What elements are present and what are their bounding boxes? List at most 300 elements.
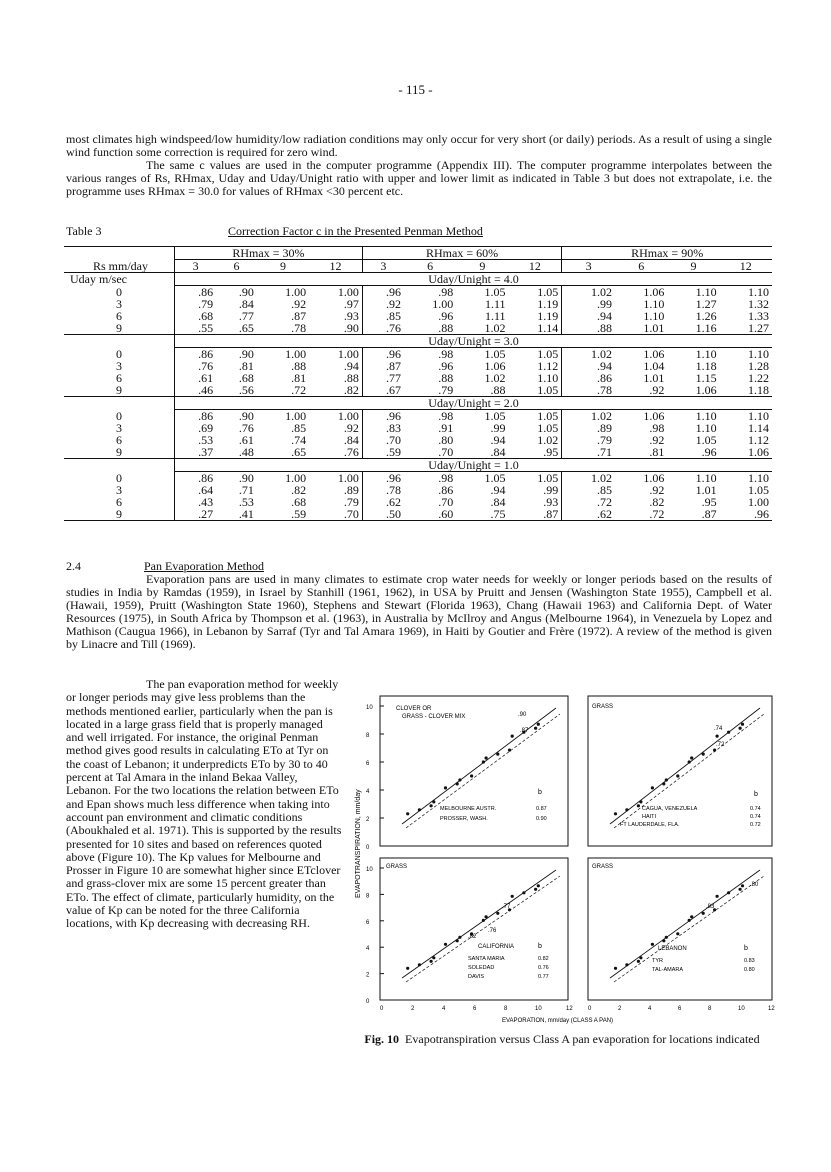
c-value: 1.00 xyxy=(285,285,307,299)
c-value: 1.01 xyxy=(643,371,665,385)
c-value: 1.18 xyxy=(720,384,772,397)
data-point xyxy=(637,960,640,963)
c-value: .71 xyxy=(238,483,254,497)
c-value: 1.10 xyxy=(643,297,665,311)
panel-frame-tr xyxy=(588,696,772,846)
c-value: .98 xyxy=(438,347,454,361)
c-value: .65 xyxy=(257,446,309,459)
c-value: .75 xyxy=(456,508,508,521)
c-value: 1.05 xyxy=(537,347,559,361)
uday-value: 0 xyxy=(64,410,175,423)
c-value: .93 xyxy=(343,309,359,323)
c-value: .91 xyxy=(438,421,454,435)
c-value: .78 xyxy=(362,484,404,496)
line-annotation: .90 xyxy=(518,712,527,718)
table-row xyxy=(64,360,772,372)
c-value: .98 xyxy=(438,409,454,423)
data-point xyxy=(713,749,716,752)
uday-value: 6 xyxy=(64,434,175,446)
label-spacer xyxy=(64,397,175,410)
c-value: 1.10 xyxy=(695,347,717,361)
table-label: Table 3 xyxy=(66,224,102,238)
c-value: .87 xyxy=(509,508,562,521)
uday-unight-label: Uday/Unight = 3.0 xyxy=(175,335,773,348)
c-value: .43 xyxy=(175,496,217,508)
data-point xyxy=(662,939,665,942)
header-blank xyxy=(64,247,175,260)
data-point xyxy=(511,735,514,738)
c-value: .48 xyxy=(216,446,257,459)
c-value: .94 xyxy=(562,310,615,322)
y-tick-label: 6 xyxy=(366,919,370,926)
rs-value-header: 12 xyxy=(720,260,772,273)
legend-label: PROSSER, WASH. xyxy=(440,816,488,822)
data-point xyxy=(716,735,719,738)
c-value: 1.04 xyxy=(643,359,665,373)
rs-value-header: 3 xyxy=(362,260,404,273)
uday-value: 9 xyxy=(64,446,175,459)
data-point xyxy=(637,804,640,807)
b-header: b xyxy=(538,789,542,796)
data-point xyxy=(665,778,668,781)
c-value: 1.02 xyxy=(484,371,506,385)
c-value: .84 xyxy=(490,495,506,509)
table-row xyxy=(64,496,772,508)
c-value: .82 xyxy=(291,483,307,497)
x-tick-label: 12 xyxy=(768,1006,775,1012)
c-value: .79 xyxy=(175,298,217,310)
uday-value: 3 xyxy=(64,360,175,372)
c-value: 1.10 xyxy=(748,347,769,361)
data-point xyxy=(511,895,514,898)
uday-header: Uday m/sec xyxy=(64,273,175,286)
c-value: .61 xyxy=(175,372,217,384)
y-tick-label: 10 xyxy=(366,867,373,873)
legend-label: HAITI xyxy=(642,814,657,820)
c-value: 1.00 xyxy=(285,471,307,485)
c-value: .70 xyxy=(438,495,454,509)
data-point xyxy=(688,760,691,763)
section-pan-evaporation xyxy=(66,560,772,651)
panel-title: GRASS xyxy=(592,704,614,710)
y-tick-label: 8 xyxy=(366,893,370,900)
panel-title: GRASS xyxy=(386,864,408,870)
c-value: .86 xyxy=(175,348,217,361)
c-value: .85 xyxy=(362,310,404,322)
y-tick-label: 0 xyxy=(366,845,370,851)
c-value: .79 xyxy=(562,434,615,446)
c-value: .96 xyxy=(438,359,454,373)
c-value: .88 xyxy=(343,371,359,385)
c-value: 1.05 xyxy=(695,433,717,447)
left-column-paragraph: The pan evaporation method for weekly or longer periods may give less problems than the methods mentioned earlier, particularly when the pan is located in a large grass field that is properly managed and well irrigated. For instance, the original Penman method gives good results in calculating ETo at Tyr on the coast of Lebanon; it underpredicts ETo by 30 to 40 percent at Tal Amara in the inland Bekaa Valley, Lebanon. For the two locations the relation between ETo and Epan shows much less difference when taking into account pan environment and climatic conditions (Aboukhaled et al. 1971). This is supported by the results presented for 10 sites and based on references quoted above (Figure 10). The Kp values for Melbourne and Prosser in Figure 10 are somewhat higher since ETclover and grass-clover mix are some 15 percent greater than ETo. The effect of climate, particularly humidity, on the value of Kp can be noted for the three California locations, with Kp decreasing with decreasing RH. xyxy=(66,677,342,931)
y-tick-label: 4 xyxy=(366,946,370,953)
c-value: .74 xyxy=(291,433,307,447)
uday-value: 6 xyxy=(64,310,175,322)
c-value: .65 xyxy=(216,322,257,335)
c-value: .94 xyxy=(562,360,615,372)
legend-value: 0.72 xyxy=(750,822,761,828)
legend-value: 0.82 xyxy=(538,956,549,962)
data-point xyxy=(485,756,488,759)
data-point xyxy=(534,727,537,730)
c-value: .81 xyxy=(238,359,254,373)
figure-10 xyxy=(352,688,775,1028)
uday-value: 0 xyxy=(64,472,175,485)
data-point xyxy=(614,812,617,815)
c-value: 1.15 xyxy=(695,371,717,385)
c-value: .95 xyxy=(701,495,717,509)
c-value: .99 xyxy=(543,483,559,497)
rs-header: Rs mm/day xyxy=(64,260,175,273)
uday-value: 6 xyxy=(64,372,175,384)
c-value: .98 xyxy=(649,421,665,435)
c-value: 1.05 xyxy=(484,409,506,423)
rs-value-header: 3 xyxy=(175,260,217,273)
c-value: 1.00 xyxy=(337,285,359,299)
c-value: .86 xyxy=(175,286,217,299)
line-annotation: .77 xyxy=(502,904,511,910)
legend-label: TAL-AMARA xyxy=(652,967,684,973)
data-point xyxy=(418,808,421,811)
c-value: 1.02 xyxy=(562,348,615,361)
c-value: 1.27 xyxy=(695,297,717,311)
c-value: .92 xyxy=(343,421,359,435)
c-value: .84 xyxy=(456,446,508,459)
uday-unight-row xyxy=(64,273,772,286)
c-value: 1.05 xyxy=(509,384,562,397)
c-value: .90 xyxy=(309,322,362,335)
c-value: 1.12 xyxy=(748,433,769,447)
c-value: .81 xyxy=(615,446,667,459)
line-annotation: .87 xyxy=(520,728,529,734)
intro-paragraph-1: most climates high windspeed/low humidity/low radiation conditions may only occur for very short (or daily) periods. As a result of using a single wind function some correction is required for zero wind. xyxy=(66,132,772,159)
c-value: .79 xyxy=(404,384,456,397)
c-value: .93 xyxy=(543,495,559,509)
c-value: .96 xyxy=(362,410,404,423)
c-value: 1.27 xyxy=(720,322,772,335)
c-value: .96 xyxy=(667,446,719,459)
legend-value: 0.80 xyxy=(744,967,755,973)
c-value: .56 xyxy=(216,384,257,397)
c-value: .46 xyxy=(175,384,217,397)
c-value: 1.00 xyxy=(432,297,454,311)
y-tick-label: 6 xyxy=(366,761,370,767)
section-title: Pan Evaporation Method xyxy=(144,559,264,573)
legend-value: 0.87 xyxy=(536,806,547,812)
label-spacer xyxy=(64,335,175,348)
c-value: 1.05 xyxy=(537,285,559,299)
c-value: .62 xyxy=(562,508,615,521)
c-value: .83 xyxy=(362,422,404,434)
c-value: 1.14 xyxy=(748,421,769,435)
table-row xyxy=(64,434,772,446)
legend-label: CAGUA, VENEZUELA xyxy=(642,806,698,812)
c-value: .96 xyxy=(362,286,404,299)
data-point xyxy=(727,891,730,894)
c-value: 1.00 xyxy=(285,409,307,423)
page-number: - 115 - xyxy=(398,82,433,97)
y-tick-label: 0 xyxy=(366,999,370,1005)
c-value: .88 xyxy=(291,359,307,373)
c-value: .64 xyxy=(175,484,217,496)
data-point xyxy=(739,727,742,730)
x-tick-label: 2 xyxy=(618,1006,622,1012)
c-value: .70 xyxy=(309,508,362,521)
c-value: .67 xyxy=(362,384,404,397)
c-value: .76 xyxy=(238,421,254,435)
correction-factor-table xyxy=(64,246,772,521)
uday-value: 6 xyxy=(64,496,175,508)
c-value: .76 xyxy=(362,322,404,335)
legend-title: CALIFORNIA xyxy=(478,944,515,950)
c-value: 1.10 xyxy=(748,285,769,299)
c-value: 1.06 xyxy=(643,471,665,485)
uday-value: 3 xyxy=(64,484,175,496)
c-value: .88 xyxy=(456,384,508,397)
c-value: 1.19 xyxy=(537,309,559,323)
data-point xyxy=(456,782,459,785)
c-value: .99 xyxy=(562,298,615,310)
c-value: .69 xyxy=(175,422,217,434)
legend-title: LEBANON xyxy=(658,946,687,952)
c-value: .84 xyxy=(343,433,359,447)
table-row xyxy=(64,298,772,310)
y-tick-label: 2 xyxy=(366,817,370,823)
legend-label: SOLEDAD xyxy=(468,965,495,971)
table-row xyxy=(64,322,772,335)
x-tick-label: 10 xyxy=(738,1006,745,1012)
intro-text xyxy=(66,133,772,198)
c-value: .80 xyxy=(438,433,454,447)
rs-value-header: 9 xyxy=(667,260,719,273)
c-value: 1.11 xyxy=(484,297,506,311)
c-value: 1.00 xyxy=(337,471,359,485)
rs-value-header: 12 xyxy=(509,260,562,273)
uday-unight-label: Uday/Unight = 4.0 xyxy=(175,273,773,286)
data-point xyxy=(676,774,679,777)
data-point xyxy=(432,800,435,803)
data-point xyxy=(496,753,499,756)
figure-caption-number: Fig. 10 xyxy=(364,1032,400,1046)
c-value: 1.02 xyxy=(456,322,508,335)
x-tick-label: 6 xyxy=(473,1006,477,1012)
rs-value-header: 6 xyxy=(216,260,257,273)
c-value: .90 xyxy=(238,471,254,485)
c-value: 1.06 xyxy=(667,384,719,397)
c-value: 1.28 xyxy=(748,359,769,373)
data-point xyxy=(406,812,409,815)
c-value: .90 xyxy=(238,409,254,423)
c-value: .37 xyxy=(175,446,217,459)
data-point xyxy=(537,884,540,887)
c-value: .60 xyxy=(404,508,456,521)
panel-title: GRASS xyxy=(592,864,614,870)
c-value: 1.10 xyxy=(748,409,769,423)
rs-value-header: 12 xyxy=(309,260,362,273)
intro-paragraph-2: The same c values are used in the computer programme (Appendix III). The computer programme interpolates between the various ranges of Rs, RHmax, Uday and Uday/Unight ratio with upper and lower limit as indicated in Table 3 but does not extrapolate, i.e. the programme uses RHmax = 30.0 for values of RHmax <30 percent etc. xyxy=(66,158,772,198)
regression-line-2-br xyxy=(614,876,764,982)
c-value: 1.12 xyxy=(537,359,559,373)
c-value: 1.00 xyxy=(748,495,769,509)
legend-label: DAVIS xyxy=(468,974,485,980)
x-tick-label: 8 xyxy=(504,1006,508,1012)
c-value: .59 xyxy=(362,446,404,459)
c-value: 1.02 xyxy=(562,410,615,423)
data-point xyxy=(702,753,705,756)
legend-value: 0.83 xyxy=(744,958,755,964)
c-value: .55 xyxy=(175,322,217,335)
data-point xyxy=(496,912,499,915)
section-number: 2.4 xyxy=(66,559,81,573)
c-value: 1.26 xyxy=(695,309,717,323)
c-value: .95 xyxy=(509,446,562,459)
legend-value: 0.74 xyxy=(750,814,761,820)
uday-value: 0 xyxy=(64,286,175,299)
c-value: .86 xyxy=(175,472,217,485)
y-tick-label: 8 xyxy=(366,733,370,739)
c-value: .68 xyxy=(238,371,254,385)
x-tick-label: 4 xyxy=(442,1006,446,1012)
c-value: 1.10 xyxy=(748,471,769,485)
c-value: 1.06 xyxy=(643,285,665,299)
data-point xyxy=(690,756,693,759)
c-value: .86 xyxy=(175,410,217,423)
c-value: .53 xyxy=(238,495,254,509)
data-point xyxy=(482,919,485,922)
uday-unight-row xyxy=(64,335,772,348)
c-value: .82 xyxy=(309,384,362,397)
data-point xyxy=(739,888,742,891)
table-row xyxy=(64,348,772,361)
c-value: .85 xyxy=(291,421,307,435)
line-annotation: .82 xyxy=(468,934,477,940)
c-value: .59 xyxy=(257,508,309,521)
table-row xyxy=(64,508,772,521)
c-value: 1.06 xyxy=(720,446,772,459)
c-value: .76 xyxy=(175,360,217,372)
table-row xyxy=(64,472,772,485)
c-value: .99 xyxy=(490,421,506,435)
panel-frame-br xyxy=(588,858,772,1000)
c-value: .71 xyxy=(562,446,615,459)
figure-caption xyxy=(352,1032,772,1046)
legend-label: TYR xyxy=(652,958,663,964)
c-value: .53 xyxy=(175,434,217,446)
y-tick-label: 4 xyxy=(366,789,370,795)
rs-value-header: 3 xyxy=(562,260,615,273)
c-value: .78 xyxy=(562,384,615,397)
c-value: .81 xyxy=(291,371,307,385)
c-value: 1.32 xyxy=(748,297,769,311)
data-point xyxy=(625,963,628,966)
data-point xyxy=(651,786,654,789)
c-value: .68 xyxy=(291,495,307,509)
data-point xyxy=(651,943,654,946)
data-point xyxy=(430,804,433,807)
data-point xyxy=(716,895,719,898)
data-point xyxy=(482,760,485,763)
data-point xyxy=(432,956,435,959)
c-value: .88 xyxy=(404,322,456,335)
c-value: .72 xyxy=(562,496,615,508)
x-tick-label: 12 xyxy=(566,1006,573,1012)
data-point xyxy=(508,749,511,752)
data-point xyxy=(430,960,433,963)
x-tick-label: 4 xyxy=(648,1006,652,1012)
c-value: .97 xyxy=(343,297,359,311)
table-row xyxy=(64,286,772,299)
legend-value: 0.76 xyxy=(538,965,549,971)
rhmax-group-header: RHmax = 60% xyxy=(362,247,561,260)
c-value: 1.16 xyxy=(667,322,719,335)
data-point xyxy=(662,782,665,785)
c-value: 1.14 xyxy=(509,322,562,335)
uday-value: 0 xyxy=(64,348,175,361)
rs-value-header: 9 xyxy=(257,260,309,273)
c-value: .82 xyxy=(649,495,665,509)
data-point xyxy=(614,967,617,970)
data-point xyxy=(688,919,691,922)
data-point xyxy=(522,891,525,894)
c-value: .77 xyxy=(362,372,404,384)
data-point xyxy=(418,963,421,966)
table-row xyxy=(64,484,772,496)
c-value: 1.05 xyxy=(537,471,559,485)
c-value: 1.00 xyxy=(337,409,359,423)
c-value: 1.02 xyxy=(562,472,615,485)
x-tick-label: 6 xyxy=(678,1006,682,1012)
c-value: 1.05 xyxy=(748,483,769,497)
rhmax-group-header: RHmax = 90% xyxy=(562,247,772,260)
legend-label: FT LAUDERDALE, FLA. xyxy=(620,822,680,828)
c-value: 1.05 xyxy=(537,421,559,435)
c-value: 1.10 xyxy=(537,371,559,385)
table-header-rs xyxy=(64,260,772,273)
data-point xyxy=(639,956,642,959)
y-tick-label: 10 xyxy=(366,705,373,711)
figure-caption-text: Evapotranspiration versus Class A pan evaporation for locations indicated xyxy=(405,1032,760,1046)
table-row xyxy=(64,446,772,459)
line-annotation: .74 xyxy=(714,726,723,732)
c-value: .88 xyxy=(562,322,615,335)
data-point xyxy=(741,884,744,887)
c-value: .96 xyxy=(362,348,404,361)
line-annotation: .76 xyxy=(488,928,497,934)
c-value: 1.10 xyxy=(695,409,717,423)
data-point xyxy=(456,939,459,942)
c-value: .77 xyxy=(238,309,254,323)
c-value: .86 xyxy=(438,483,454,497)
line-annotation: .83 xyxy=(706,904,715,910)
legend-label: SANTA MARIA xyxy=(468,956,505,962)
data-point xyxy=(470,774,473,777)
uday-unight-row xyxy=(64,397,772,410)
c-value: .92 xyxy=(291,297,307,311)
data-point xyxy=(458,778,461,781)
data-point xyxy=(665,936,668,939)
c-value: .62 xyxy=(362,496,404,508)
c-value: .78 xyxy=(257,322,309,335)
data-point xyxy=(741,723,744,726)
c-value: 1.10 xyxy=(695,421,717,435)
c-value: .70 xyxy=(404,446,456,459)
table-row xyxy=(64,310,772,322)
c-value: 1.10 xyxy=(695,471,717,485)
table-header-rhmax xyxy=(64,247,772,260)
x-tick-label: 0 xyxy=(380,1006,384,1012)
c-value: 1.19 xyxy=(537,297,559,311)
